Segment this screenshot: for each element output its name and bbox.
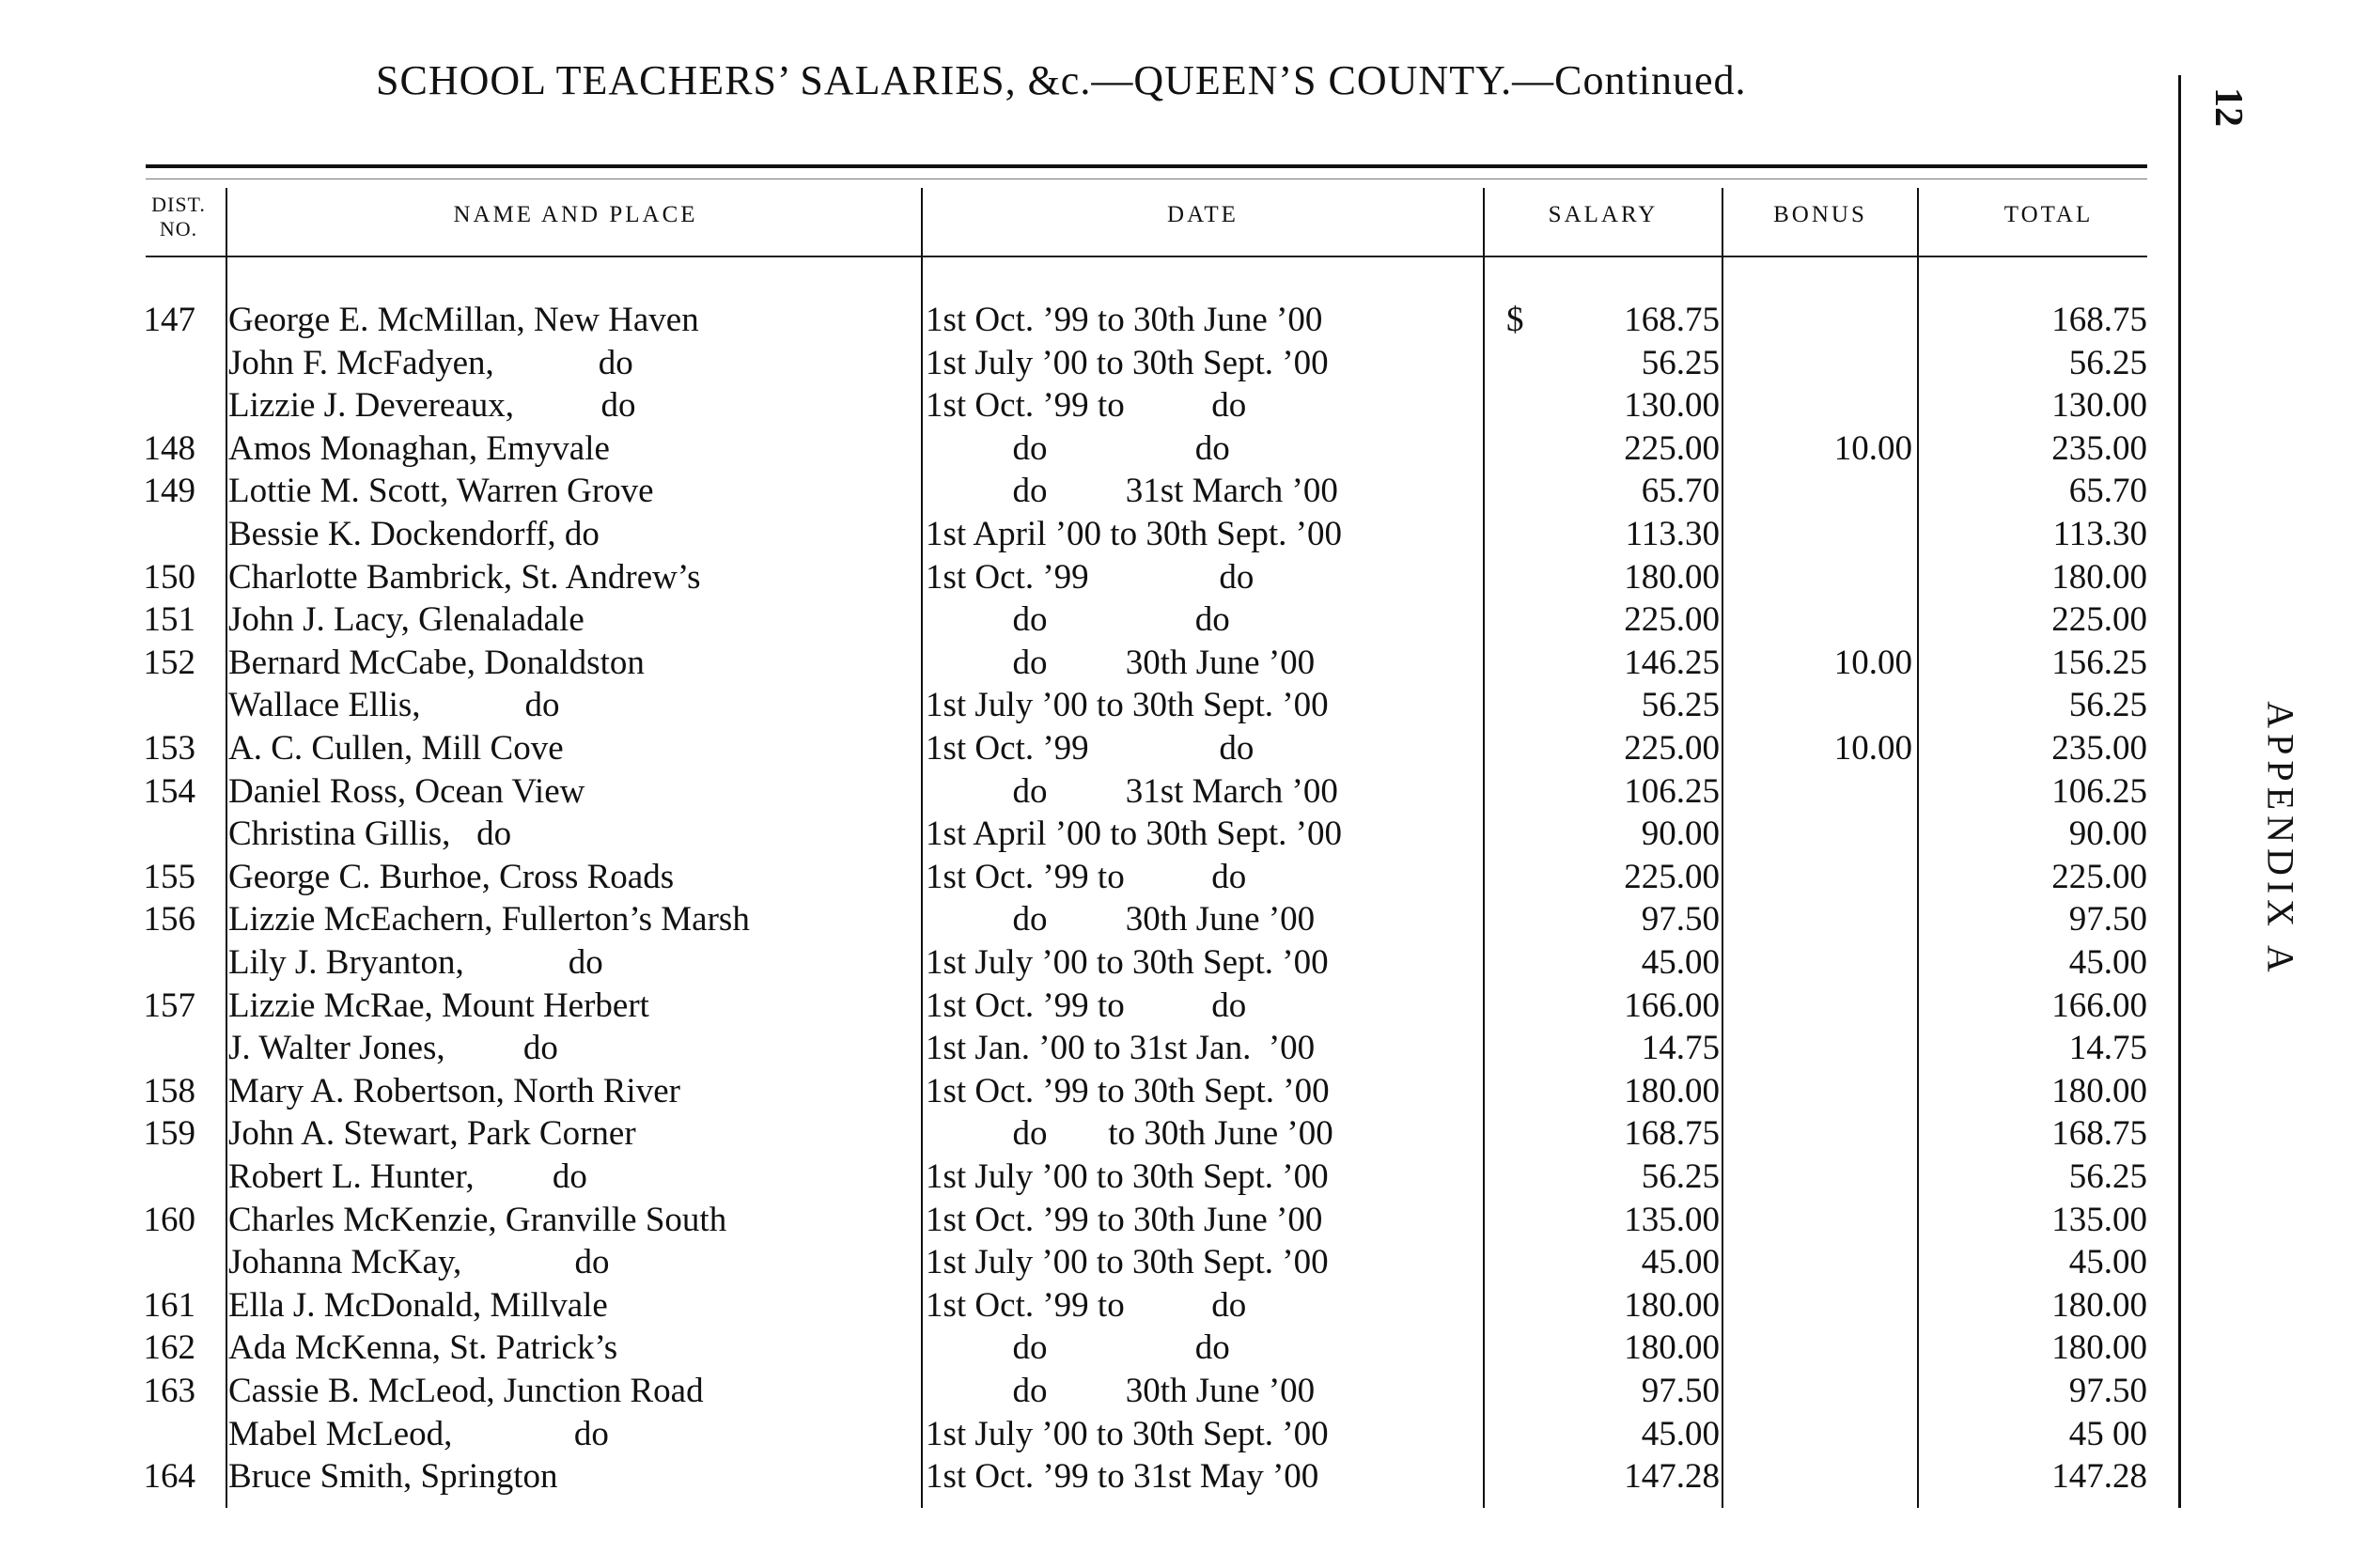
date-cell: 1st Oct. ’99 to 31st May ’00 bbox=[926, 1457, 1319, 1497]
salary-cell: 56.25 bbox=[1641, 343, 1720, 382]
dist-no-cell: 161 bbox=[143, 1285, 195, 1325]
table-row bbox=[0, 342, 2161, 385]
date-cell: do 31st March ’00 bbox=[926, 472, 1338, 511]
table-row bbox=[0, 384, 2161, 427]
name-place-cell: Cassie B. McLeod, Junction Road bbox=[228, 1372, 704, 1410]
table-row bbox=[0, 299, 2161, 342]
salary-cell: 180.00 bbox=[1624, 557, 1720, 597]
name-place-cell: John J. Lacy, Glenaladale bbox=[228, 600, 584, 640]
date-cell: 1st Oct. ’99 to do bbox=[926, 386, 1247, 426]
table-row bbox=[0, 642, 2161, 685]
date-cell: 1st Jan. ’00 to 31st Jan. ’00 bbox=[926, 1029, 1316, 1068]
date-cell: 1st Oct. ’99 to 30th June ’00 bbox=[926, 301, 1323, 339]
salary-cell: 45.00 bbox=[1641, 943, 1720, 982]
table-row bbox=[0, 470, 2161, 513]
dist-no-cell: 156 bbox=[143, 900, 195, 939]
total-cell: 156.25 bbox=[2051, 643, 2147, 682]
total-cell: 180.00 bbox=[2051, 1328, 2147, 1368]
table-row bbox=[0, 598, 2161, 642]
name-place-cell: Ada McKenna, St. Patrick’s bbox=[228, 1328, 618, 1368]
total-cell: 225.00 bbox=[2051, 857, 2147, 896]
name-place-cell: Ella J. McDonald, Millvale bbox=[228, 1285, 608, 1325]
total-cell: 225.00 bbox=[2051, 600, 2147, 640]
name-place-cell: Christina Gillis, do bbox=[228, 815, 512, 854]
name-place-cell: Mabel McLeod, do bbox=[228, 1414, 609, 1453]
salary-cell: 168.75 bbox=[1624, 301, 1720, 339]
table-row bbox=[0, 513, 2161, 556]
bonus-cell: 10.00 bbox=[1833, 428, 1912, 468]
header-dist-no: DIST. NO. bbox=[151, 193, 206, 241]
salary-cell: 225.00 bbox=[1624, 729, 1720, 768]
name-place-cell: Lottie M. Scott, Warren Grove bbox=[228, 472, 654, 511]
name-place-cell: Wallace Ellis, do bbox=[228, 686, 560, 725]
date-cell: 1st Oct. ’99 do bbox=[926, 557, 1255, 597]
dist-no-cell: 155 bbox=[143, 857, 195, 896]
dist-no-cell: 151 bbox=[143, 600, 195, 640]
total-cell: 168.75 bbox=[2051, 1114, 2147, 1154]
salary-cell: 135.00 bbox=[1624, 1200, 1720, 1239]
page-title: SCHOOL TEACHERS’ SALARIES, &c.—QUEEN’S COUNTY.—Continued. bbox=[376, 57, 1747, 103]
dist-no-cell: 148 bbox=[143, 428, 195, 468]
date-cell: 1st April ’00 to 30th Sept. ’00 bbox=[926, 515, 1342, 553]
table-row bbox=[0, 1199, 2161, 1242]
table-row bbox=[0, 770, 2161, 814]
salary-cell: 65.70 bbox=[1641, 472, 1720, 511]
total-cell: 90.00 bbox=[2068, 815, 2147, 854]
table-row bbox=[0, 985, 2161, 1028]
date-cell: 1st Oct. ’99 to 30th June ’00 bbox=[926, 1200, 1323, 1239]
dist-no-cell: 154 bbox=[143, 771, 195, 811]
table-row bbox=[0, 1156, 2161, 1199]
salary-cell: 166.00 bbox=[1624, 986, 1720, 1025]
salary-cell: 147.28 bbox=[1624, 1457, 1720, 1497]
total-cell: 14.75 bbox=[2068, 1029, 2147, 1068]
name-place-cell: George C. Burhoe, Cross Roads bbox=[228, 857, 675, 896]
header-name-and-place: NAME AND PLACE bbox=[453, 202, 698, 227]
table-row bbox=[0, 1284, 2161, 1327]
date-cell: do 30th June ’00 bbox=[926, 1372, 1316, 1410]
salary-cell: 225.00 bbox=[1624, 857, 1720, 896]
bonus-cell: 10.00 bbox=[1833, 729, 1912, 768]
total-cell: 45.00 bbox=[2068, 1243, 2147, 1282]
date-cell: 1st Oct. ’99 to do bbox=[926, 1285, 1247, 1325]
name-place-cell: Lizzie McRae, Mount Herbert bbox=[228, 986, 649, 1025]
date-cell: do 31st March ’00 bbox=[926, 771, 1338, 811]
table-row bbox=[0, 1413, 2161, 1456]
dist-no-cell: 162 bbox=[143, 1328, 195, 1368]
salary-cell: 97.50 bbox=[1641, 900, 1720, 939]
table-row bbox=[0, 1370, 2161, 1413]
name-place-cell: Bernard McCabe, Donaldston bbox=[228, 643, 645, 682]
date-cell: do 30th June ’00 bbox=[926, 900, 1316, 939]
total-cell: 97.50 bbox=[2068, 900, 2147, 939]
dist-no-cell: 147 bbox=[143, 301, 195, 339]
table-row bbox=[0, 1455, 2161, 1498]
total-cell: 168.75 bbox=[2051, 301, 2147, 339]
name-place-cell: Lizzie McEachern, Fullerton’s Marsh bbox=[228, 900, 750, 939]
total-cell: 180.00 bbox=[2051, 1071, 2147, 1110]
total-cell: 147.28 bbox=[2051, 1457, 2147, 1497]
salary-cell: 106.25 bbox=[1624, 771, 1720, 811]
dist-no-cell: 157 bbox=[143, 986, 195, 1025]
dist-no-cell: 149 bbox=[143, 472, 195, 511]
dist-no-cell: 164 bbox=[143, 1457, 195, 1497]
salary-cell: 14.75 bbox=[1641, 1029, 1720, 1068]
total-cell: 113.30 bbox=[2052, 515, 2147, 553]
name-place-cell: Charles McKenzie, Granville South bbox=[228, 1200, 727, 1239]
date-cell: 1st July ’00 to 30th Sept. ’00 bbox=[926, 943, 1329, 982]
name-place-cell: John A. Stewart, Park Corner bbox=[228, 1114, 636, 1154]
total-cell: 45.00 bbox=[2068, 943, 2147, 982]
header-salary: SALARY bbox=[1548, 202, 1659, 227]
date-cell: 1st July ’00 to 30th Sept. ’00 bbox=[926, 1414, 1329, 1453]
salary-cell: 180.00 bbox=[1624, 1328, 1720, 1368]
name-place-cell: A. C. Cullen, Mill Cove bbox=[228, 729, 564, 768]
dist-no-cell: 163 bbox=[143, 1372, 195, 1410]
total-cell: 235.00 bbox=[2051, 729, 2147, 768]
total-cell: 106.25 bbox=[2051, 771, 2147, 811]
total-cell: 180.00 bbox=[2051, 1285, 2147, 1325]
table-row bbox=[0, 1027, 2161, 1070]
name-place-cell: Lizzie J. Devereaux, do bbox=[228, 386, 636, 426]
total-cell: 56.25 bbox=[2068, 343, 2147, 382]
salary-cell: 113.30 bbox=[1625, 515, 1720, 553]
name-place-cell: Lily J. Bryanton, do bbox=[228, 943, 603, 982]
dist-no-cell: 160 bbox=[143, 1200, 195, 1239]
appendix-label: APPENDIX A bbox=[2259, 701, 2302, 978]
dist-no-cell: 153 bbox=[143, 729, 195, 768]
total-cell: 166.00 bbox=[2051, 986, 2147, 1025]
table-row bbox=[0, 941, 2161, 985]
name-place-cell: J. Walter Jones, do bbox=[228, 1029, 558, 1068]
table-row bbox=[0, 1112, 2161, 1156]
total-cell: 45 00 bbox=[2068, 1414, 2147, 1453]
salary-cell: 97.50 bbox=[1641, 1372, 1720, 1410]
header-date: DATE bbox=[1167, 202, 1239, 227]
dist-no-cell: 158 bbox=[143, 1071, 195, 1110]
salary-cell: 45.00 bbox=[1641, 1243, 1720, 1282]
salary-cell: 56.25 bbox=[1641, 686, 1720, 725]
bonus-cell: 10.00 bbox=[1833, 643, 1912, 682]
table-row bbox=[0, 556, 2161, 599]
name-place-cell: Bruce Smith, Springton bbox=[228, 1457, 558, 1497]
date-cell: 1st July ’00 to 30th Sept. ’00 bbox=[926, 1243, 1329, 1282]
total-cell: 65.70 bbox=[2068, 472, 2147, 511]
dist-no-cell: 152 bbox=[143, 643, 195, 682]
salary-cell: 130.00 bbox=[1624, 386, 1720, 426]
date-cell: 1st Oct. ’99 to 30th Sept. ’00 bbox=[926, 1071, 1330, 1110]
salary-cell: 90.00 bbox=[1641, 815, 1720, 854]
date-cell: do 30th June ’00 bbox=[926, 643, 1316, 682]
date-cell: 1st July ’00 to 30th Sept. ’00 bbox=[926, 343, 1329, 382]
salary-cell: 146.25 bbox=[1624, 643, 1720, 682]
total-cell: 97.50 bbox=[2068, 1372, 2147, 1410]
date-cell: 1st July ’00 to 30th Sept. ’00 bbox=[926, 1157, 1329, 1196]
salary-cell: 180.00 bbox=[1624, 1071, 1720, 1110]
name-place-cell: George E. McMillan, New Haven bbox=[228, 301, 699, 339]
date-cell: do do bbox=[926, 428, 1230, 468]
date-cell: do to 30th June ’00 bbox=[926, 1114, 1333, 1154]
dollar-sign: $ bbox=[1506, 301, 1524, 339]
salary-cell: 168.75 bbox=[1624, 1114, 1720, 1154]
date-cell: 1st Oct. ’99 do bbox=[926, 729, 1255, 768]
name-place-cell: Daniel Ross, Ocean View bbox=[228, 771, 585, 811]
table-row bbox=[0, 898, 2161, 941]
total-cell: 135.00 bbox=[2051, 1200, 2147, 1239]
total-cell: 56.25 bbox=[2068, 1157, 2147, 1196]
name-place-cell: Bessie K. Dockendorff, do bbox=[228, 515, 600, 553]
date-cell: 1st Oct. ’99 to do bbox=[926, 857, 1247, 896]
table-row bbox=[0, 684, 2161, 727]
table-row bbox=[0, 856, 2161, 899]
name-place-cell: Mary A. Robertson, North River bbox=[228, 1071, 680, 1110]
table-row bbox=[0, 727, 2161, 770]
table-row bbox=[0, 427, 2161, 471]
header-bonus: BONUS bbox=[1773, 202, 1867, 227]
page-number: 12 bbox=[2206, 87, 2250, 127]
salary-cell: 180.00 bbox=[1624, 1285, 1720, 1325]
total-cell: 235.00 bbox=[2051, 428, 2147, 468]
table-row bbox=[0, 813, 2161, 856]
total-cell: 180.00 bbox=[2051, 557, 2147, 597]
name-place-cell: Charlotte Bambrick, St. Andrew’s bbox=[228, 557, 701, 597]
name-place-cell: Johanna McKay, do bbox=[228, 1243, 610, 1282]
table-row bbox=[0, 1327, 2161, 1370]
name-place-cell: John F. McFadyen, do bbox=[228, 343, 633, 382]
date-cell: 1st July ’00 to 30th Sept. ’00 bbox=[926, 686, 1329, 725]
total-cell: 130.00 bbox=[2051, 386, 2147, 426]
right-border bbox=[2178, 75, 2181, 1508]
top-rule bbox=[146, 164, 2147, 168]
date-cell: 1st Oct. ’99 to do bbox=[926, 986, 1247, 1025]
date-cell: 1st April ’00 to 30th Sept. ’00 bbox=[926, 815, 1342, 854]
salary-cell: 45.00 bbox=[1641, 1414, 1720, 1453]
salary-cell: 225.00 bbox=[1624, 600, 1720, 640]
salary-cell: 56.25 bbox=[1641, 1157, 1720, 1196]
salary-cell: 225.00 bbox=[1624, 428, 1720, 468]
date-cell: do do bbox=[926, 600, 1230, 640]
dist-no-cell: 159 bbox=[143, 1114, 195, 1154]
header-bottom-rule bbox=[146, 256, 2147, 257]
date-cell: do do bbox=[926, 1328, 1230, 1368]
name-place-cell: Robert L. Hunter, do bbox=[228, 1157, 587, 1196]
name-place-cell: Amos Monaghan, Emyvale bbox=[228, 428, 610, 468]
total-cell: 56.25 bbox=[2068, 686, 2147, 725]
table-row bbox=[0, 1070, 2161, 1113]
header-total: TOTAL bbox=[2003, 202, 2094, 227]
dist-no-cell: 150 bbox=[143, 557, 195, 597]
table-row bbox=[0, 1241, 2161, 1284]
